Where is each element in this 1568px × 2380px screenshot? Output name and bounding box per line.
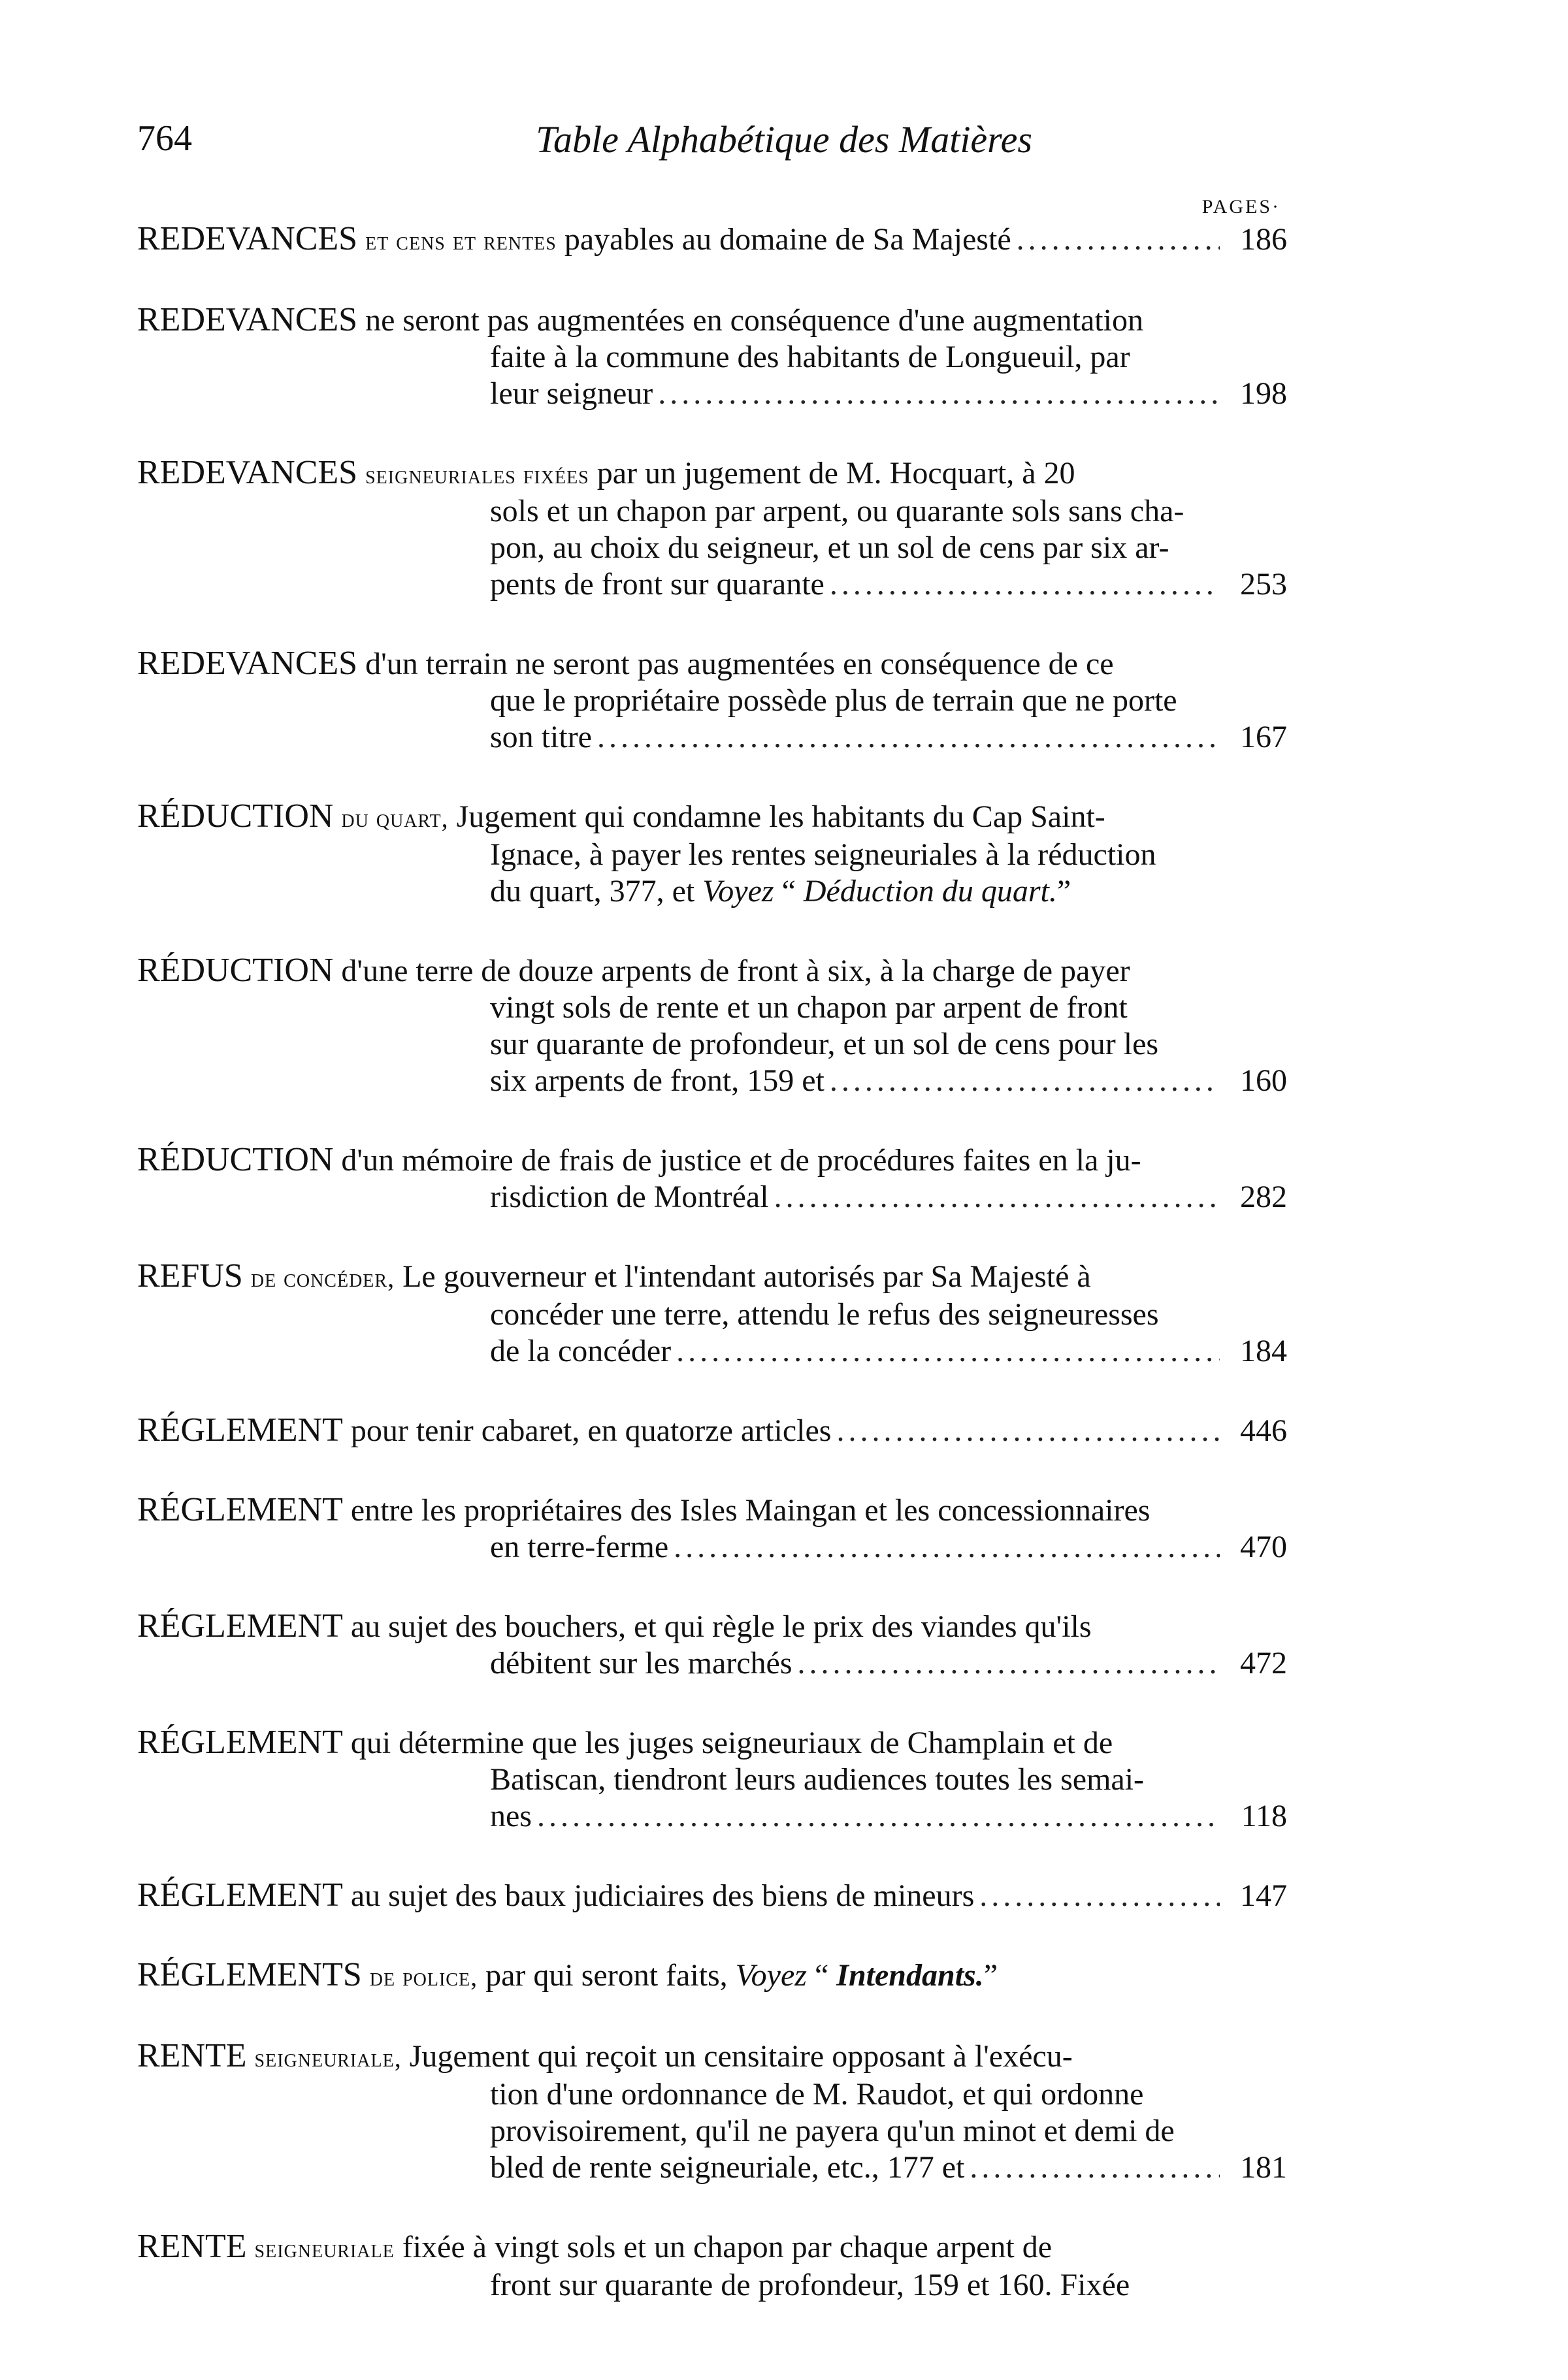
quote-mark: “	[806, 1958, 837, 1993]
entry-text: leur seigneur	[490, 376, 653, 411]
entry-continuation: que le propriétaire possède plus de terrain que ne porte	[490, 683, 1177, 718]
page-reference: 147	[1240, 1878, 1287, 1913]
entry-text: ne seront pas augmentées en conséquence d'une augmentation	[365, 303, 1143, 338]
entry-text: fixée à vingt sols et un chapon par chaque arpent de	[402, 2230, 1053, 2264]
entry-heading: RÉGLEMENT	[137, 1608, 343, 1645]
entry-heading: RÉGLEMENT	[137, 1492, 343, 1528]
entry-text: risdiction de Montréal	[490, 1180, 769, 1214]
dot-leader	[979, 1878, 1220, 1914]
entry-continuation: pon, au choix du seigneur, et un sol de cens par six ar-	[490, 530, 1169, 565]
entry-leader-line	[137, 1179, 1287, 1215]
dot-leader	[830, 566, 1220, 603]
entry-subheading: du quart,	[341, 803, 449, 833]
dot-leader	[970, 2149, 1220, 2186]
index-entry	[137, 1142, 1287, 1215]
entry-first-line	[137, 1258, 1287, 1296]
index-entry	[137, 1412, 1287, 1449]
entry-first-line	[137, 455, 1287, 493]
entry-heading: RÉGLEMENT	[137, 1411, 343, 1449]
entry-continuation: sols et un chapon par arpent, ou quarante sols sans cha-	[490, 494, 1184, 528]
entry-subheading: seigneuriales fixées	[365, 460, 589, 489]
dot-leader	[798, 1645, 1220, 1682]
entry-heading: REDEVANCES	[137, 455, 358, 491]
entry-heading: RENTE	[137, 2228, 247, 2265]
entry-heading: RÉDUCTION	[137, 798, 334, 835]
entry-heading: RÉGLEMENTS	[137, 1957, 362, 1993]
entry-text: bled de rente seigneuriale, etc., 177 et	[490, 2150, 965, 2185]
index-entry	[137, 2038, 1287, 2186]
entry-text: du quart, 377, et	[490, 874, 703, 909]
entry-text: au sujet des bouchers, et qui règle le prix des viandes qu'ils	[350, 1609, 1092, 1644]
entry-text: nes	[490, 1799, 532, 1833]
entry-text: de la concéder	[490, 1334, 672, 1368]
index-entry	[137, 221, 1287, 259]
entry-text: six arpents de front, 159 et	[490, 1063, 825, 1098]
entry-subheading: de concéder,	[250, 1263, 395, 1293]
entry-cross-reference-line	[137, 873, 1287, 910]
entry-heading: REFUS	[137, 1258, 243, 1295]
pages-column-label: PAGES·	[1201, 196, 1281, 217]
entry-first-line	[137, 2038, 1287, 2076]
entry-first-line	[137, 645, 1287, 683]
entry-text: par qui seront faits,	[485, 1958, 736, 1993]
entry-first-line	[137, 1492, 1287, 1529]
entry-text: d'un terrain ne seront pas augmentées en conséquence de ce	[365, 647, 1114, 681]
entry-text: en terre-ferme	[490, 1530, 669, 1564]
entry-heading: RENTE	[137, 2038, 247, 2074]
quote-mark: “	[774, 874, 804, 909]
entry-first-line	[137, 1724, 1287, 1761]
entry-leader-line	[137, 1412, 1287, 1449]
entry-continuation: concéder une terre, attendu le refus des seigneuresses	[490, 1297, 1159, 1332]
entry-continuation: faite à la commune des habitants de Longueuil, par	[490, 340, 1130, 374]
entry-heading: RÉDUCTION	[137, 1142, 334, 1178]
entry-heading: REDEVANCES	[137, 645, 358, 682]
page-reference: 160	[1240, 1063, 1287, 1098]
entry-continuation: sur quarante de profondeur, et un sol de cens pour les	[490, 1027, 1159, 1061]
entry-leader-line	[137, 719, 1287, 756]
dot-leader	[836, 1413, 1220, 1449]
entry-leader-line	[137, 376, 1287, 412]
entry-text: d'un mémoire de frais de justice et de procédures faites en la ju-	[341, 1143, 1141, 1178]
entry-leader-line	[137, 566, 1287, 603]
entry-leader-line	[137, 1333, 1287, 1370]
entry-continuation: tion d'une ordonnance de M. Raudot, et qui ordonne	[490, 2077, 1144, 2112]
page-reference: 446	[1240, 1413, 1287, 1448]
entry-leader-line	[137, 221, 1287, 259]
cross-reference: Intendants.	[836, 1958, 984, 1993]
entry-first-line	[137, 2228, 1287, 2267]
page-reference: 118	[1241, 1799, 1287, 1833]
dot-leader	[676, 1333, 1220, 1370]
entry-continuation: provisoirement, qu'il ne payera qu'un minot et demi de	[490, 2114, 1175, 2148]
entry-first-line	[137, 798, 1287, 837]
entry-heading: REDEVANCES	[137, 220, 358, 257]
index-entry	[137, 1492, 1287, 1566]
index-entries	[137, 221, 1287, 2346]
entry-text: au sujet des baux judiciaires des biens de mineurs	[350, 1878, 975, 1913]
entry-text: pour tenir cabaret, en quatorze articles	[350, 1413, 832, 1448]
index-entry	[137, 455, 1287, 603]
index-entry	[137, 1957, 1287, 1995]
index-entry	[137, 1258, 1287, 1370]
voyez-label: Voyez	[735, 1958, 807, 1993]
index-entry	[137, 1724, 1287, 1835]
entry-subheading: et cens et rentes	[365, 226, 557, 255]
entry-continuation: vingt sols de rente et un chapon par arpent de front	[490, 990, 1128, 1025]
entry-text: son titre	[490, 720, 592, 754]
cross-reference: Déduction du quart.	[803, 874, 1057, 909]
entry-first-line	[137, 952, 1287, 989]
dot-leader	[597, 719, 1220, 756]
entry-text: entre les propriétaires des Isles Maingan et les concessionnaires	[350, 1493, 1151, 1528]
entry-text: Jugement qui reçoit un censitaire opposant à l'exécu-	[409, 2039, 1073, 2074]
voyez-label: Voyez	[702, 874, 774, 909]
entry-heading: REDEVANCES	[137, 302, 358, 338]
page-reference: 184	[1240, 1334, 1287, 1368]
dot-leader	[658, 376, 1220, 412]
entry-heading: RÉDUCTION	[137, 952, 334, 989]
index-entry	[137, 1608, 1287, 1682]
entry-subheading: seigneuriale	[254, 2234, 395, 2263]
index-entry	[137, 798, 1287, 910]
running-title: Table Alphabétique des Matières	[536, 118, 1032, 161]
entry-first-line	[137, 1608, 1287, 1645]
entry-text: pents de front sur quarante	[490, 567, 825, 602]
page-reference: 282	[1240, 1180, 1287, 1214]
entry-text: débitent sur les marchés	[490, 1646, 792, 1680]
entry-first-line	[137, 1957, 1287, 1995]
index-entry	[137, 302, 1287, 412]
index-entry	[137, 952, 1287, 1099]
page-reference: 167	[1240, 720, 1287, 754]
entry-text: payables au domaine de Sa Majesté	[564, 222, 1011, 257]
index-entry	[137, 645, 1287, 756]
quote-mark: ”	[983, 1958, 998, 1993]
entry-leader-line	[137, 1798, 1287, 1835]
entry-continuation: Batiscan, tiendront leurs audiences toutes les semai-	[490, 1762, 1145, 1797]
page-header	[0, 111, 1568, 170]
page-reference: 181	[1240, 2150, 1287, 2185]
entry-text: Le gouverneur et l'intendant autorisés par Sa Majesté à	[402, 1259, 1091, 1294]
entry-subheading: seigneuriale,	[254, 2043, 402, 2072]
page-number: 764	[137, 118, 192, 159]
entry-continuation: front sur quarante de profondeur, 159 et 160. Fixée	[490, 2268, 1130, 2302]
entry-text: d'une terre de douze arpents de front à six, à la charge de payer	[341, 954, 1130, 988]
page-reference: 253	[1240, 567, 1287, 602]
entry-leader-line	[137, 1877, 1287, 1914]
dot-leader	[674, 1529, 1220, 1566]
page-reference: 186	[1240, 222, 1287, 257]
quote-mark: ”	[1056, 874, 1071, 909]
index-entry	[137, 2228, 1287, 2304]
dot-leader	[537, 1798, 1220, 1835]
entry-heading: RÉGLEMENT	[137, 1876, 343, 1914]
entry-leader-line	[137, 1063, 1287, 1099]
entry-heading: RÉGLEMENT	[137, 1724, 343, 1761]
dot-leader	[774, 1179, 1220, 1215]
entry-leader-line	[137, 2149, 1287, 2186]
entry-leader-line	[137, 1645, 1287, 1682]
entry-subheading: de police,	[369, 1962, 478, 1991]
entry-first-line	[137, 302, 1287, 339]
dot-leader	[1017, 221, 1220, 258]
page-reference: 472	[1240, 1646, 1287, 1680]
entry-continuation: Ignace, à payer les rentes seigneuriales à la réduction	[490, 837, 1156, 872]
dot-leader	[830, 1063, 1220, 1099]
entry-text: par un jugement de M. Hocquart, à 20	[596, 456, 1075, 490]
page-reference: 470	[1240, 1530, 1287, 1564]
entry-first-line	[137, 1142, 1287, 1179]
entry-leader-line	[137, 1529, 1287, 1566]
index-entry	[137, 1877, 1287, 1914]
page-reference: 198	[1240, 376, 1287, 411]
entry-text: Jugement qui condamne les habitants du Cap Saint-	[456, 799, 1105, 834]
entry-text: qui détermine que les juges seigneuriaux de Champlain et de	[350, 1726, 1113, 1760]
